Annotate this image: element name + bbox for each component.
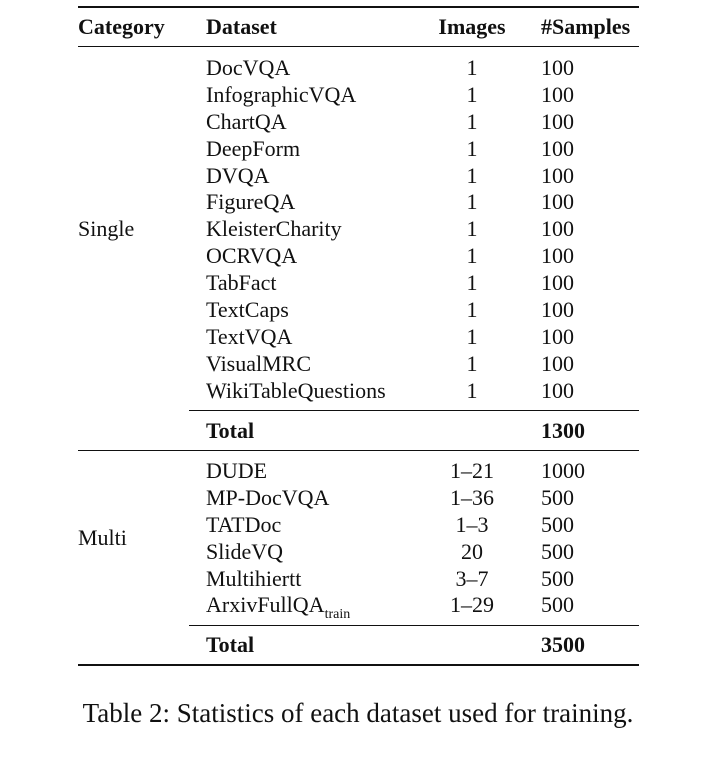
dataset-name: Multihiertt	[206, 566, 302, 591]
images-value: 1–3	[455, 512, 489, 537]
samples-value: 100	[541, 324, 574, 349]
header-samples: #Samples	[541, 14, 631, 39]
samples-value: 100	[541, 163, 574, 188]
images-value: 1	[466, 55, 478, 80]
samples-value: 500	[541, 485, 574, 510]
images-value: 1	[466, 351, 478, 376]
header-images: Images	[438, 14, 506, 39]
total-label-single: Total	[206, 418, 255, 443]
header-dataset: Dataset	[206, 14, 277, 39]
subtotal-rule	[189, 410, 639, 411]
total-samples-single: 1300	[541, 418, 585, 443]
group-rule	[78, 450, 639, 451]
dataset-name: SlideVQ	[206, 539, 283, 564]
subtotal-rule	[189, 625, 639, 626]
samples-value: 500	[541, 512, 574, 537]
images-value: 3–7	[455, 566, 489, 591]
images-value: 1	[466, 189, 478, 214]
table-caption: Table 2: Statistics of each dataset used for training.	[82, 698, 634, 728]
samples-value: 500	[541, 566, 574, 591]
dataset-name: VisualMRC	[206, 351, 312, 376]
dataset-name: TATDoc	[206, 512, 282, 537]
dataset-name: DocVQA	[206, 55, 291, 80]
dataset-name: DUDE	[206, 458, 268, 483]
images-value: 1–29	[450, 592, 494, 617]
samples-value: 100	[541, 243, 574, 268]
images-value: 1	[466, 297, 478, 322]
category-label-single: Single	[78, 216, 135, 241]
samples-value: 100	[541, 297, 574, 322]
dataset-name: WikiTableQuestions	[206, 378, 386, 403]
category-label-multi: Multi	[78, 525, 127, 550]
samples-value: 100	[541, 109, 574, 134]
samples-value: 100	[541, 189, 574, 214]
dataset-name: TabFact	[206, 270, 277, 295]
samples-value: 500	[541, 539, 574, 564]
images-value: 1	[466, 216, 478, 241]
samples-value: 500	[541, 592, 574, 617]
dataset-name: OCRVQA	[206, 243, 298, 268]
images-value: 1	[466, 109, 478, 134]
samples-value: 100	[541, 55, 574, 80]
dataset-name: DVQA	[206, 163, 270, 188]
header-category: Category	[78, 14, 165, 39]
images-value: 1	[466, 82, 478, 107]
images-value: 20	[461, 539, 483, 564]
samples-value: 100	[541, 82, 574, 107]
dataset-name: TextVQA	[206, 324, 293, 349]
bottom-rule	[78, 664, 639, 666]
dataset-name: FigureQA	[206, 189, 296, 214]
dataset-name	[206, 592, 350, 622]
dataset-name: InfographicVQA	[206, 82, 357, 107]
samples-value: 100	[541, 216, 574, 241]
header-rule	[78, 46, 639, 47]
dataset-name: KleisterCharity	[206, 216, 342, 241]
samples-value: 1000	[541, 458, 585, 483]
dataset-name: ChartQA	[206, 109, 287, 134]
top-rule	[78, 6, 639, 8]
dataset-name-base: ArxivFullQA	[206, 592, 325, 617]
samples-value: 100	[541, 270, 574, 295]
dataset-subscript: train	[324, 607, 351, 622]
images-value: 1	[466, 136, 478, 161]
samples-value: 100	[541, 136, 574, 161]
dataset-name: TextCaps	[206, 297, 289, 322]
samples-value: 100	[541, 378, 574, 403]
images-value: 1–36	[450, 485, 494, 510]
images-value: 1	[466, 163, 478, 188]
dataset-name: DeepForm	[206, 136, 301, 161]
samples-value: 100	[541, 351, 574, 376]
dataset-name: MP-DocVQA	[206, 485, 330, 510]
total-label-multi: Total	[206, 632, 255, 657]
total-samples-multi: 3500	[541, 632, 585, 657]
images-value: 1	[466, 324, 478, 349]
images-value: 1	[466, 243, 478, 268]
images-value: 1	[466, 378, 478, 403]
images-value: 1	[466, 270, 478, 295]
images-value: 1–21	[450, 458, 494, 483]
